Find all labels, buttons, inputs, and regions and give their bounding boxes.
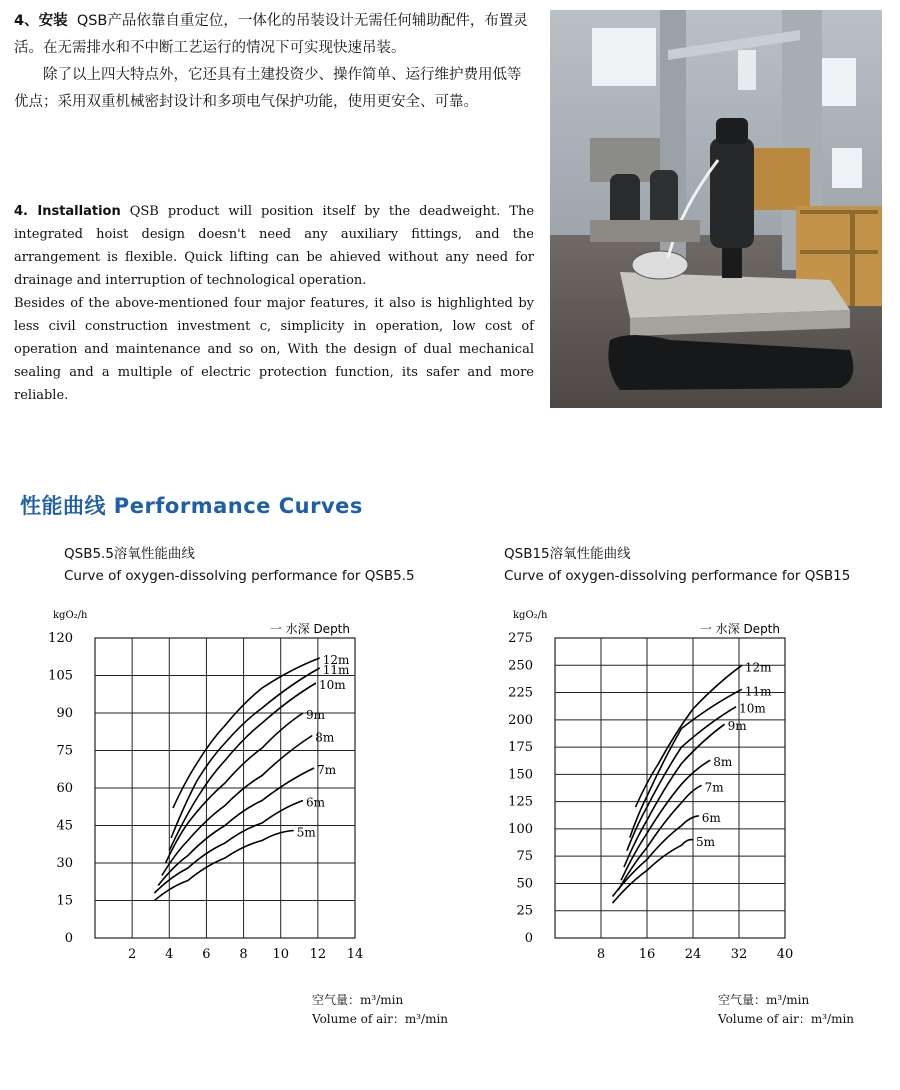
en-paragraph-2: Besides of the above-mentioned four major features, it also is highlighted by less civil construction investment c, simplicity in operation, low cost of operation and maintenance and so on, With the design of dual mechanical sealing and a multiple of electric protection function, its safer and more reliable. [14, 296, 534, 403]
y-tick-label: 50 [516, 876, 533, 892]
chart2-xlabel-en: Volume of air：m³/min [718, 1012, 855, 1026]
plot-frame [555, 638, 785, 938]
depth-curve-label-9m: 9m [306, 708, 326, 722]
en-installation-body: QSB product will position itself by the deadweight. The integrated hoist design doesn't need any auxiliary fittings, and the arrangement is flexible. Quick lifting can be ahieved without any need for drainage and interruption of technological operation. [14, 204, 535, 288]
depth-curve-label-7m: 7m [704, 780, 724, 795]
x-tick-label: 8 [596, 947, 606, 962]
x-tick-label: 6 [202, 947, 211, 962]
depth-curve-label-7m: 7m [317, 763, 337, 777]
depth-curve-label-9m: 9m [727, 719, 747, 734]
chart2-captions [504, 543, 850, 587]
x-tick-label: 16 [638, 947, 656, 962]
chart-qsb5-5 [40, 600, 380, 980]
en-paragraph-1 [14, 200, 534, 292]
y-tick-label: 225 [508, 685, 533, 701]
depth-curve-11m [171, 668, 320, 838]
y-tick-label: 75 [56, 743, 73, 759]
cn-installation-body: QSB产品依靠自重定位，一体化的吊装设计无需任何辅助配件，布置灵活。在无需排水和不中断工艺运行的情况下可实现快速吊装。 [14, 13, 528, 56]
x-tick-label: 12 [309, 947, 327, 962]
x-tick-label: 24 [684, 947, 702, 962]
performance-curves-title: 性能曲线 Performance Curves [20, 494, 363, 518]
chart2-xlabel [718, 991, 854, 1029]
depth-curve-label-5m: 5m [296, 825, 316, 840]
chart1-xlabel-cn: 空气量：m³/min [312, 993, 404, 1007]
y-tick-label: 15 [56, 893, 73, 909]
x-tick-label: 10 [272, 947, 289, 962]
y-tick-label: 45 [56, 818, 73, 834]
y-tick-label: 0 [64, 931, 73, 946]
x-tick-label: 8 [239, 947, 248, 962]
y-tick-label: 100 [508, 821, 533, 837]
cn-installation-heading: 4、安装 [14, 13, 68, 29]
y-tick-label: 175 [508, 740, 533, 756]
depth-curve-label-11m: 11m [744, 684, 772, 699]
y-tick-label: 75 [516, 849, 533, 865]
chart1-xlabel [312, 991, 448, 1029]
y-tick-label: 0 [524, 931, 533, 946]
depth-legend: 一 水深 Depth [269, 622, 350, 636]
y-axis-label: kgO₂/h [513, 610, 548, 621]
y-tick-label: 120 [48, 631, 73, 646]
depth-legend: 一 水深 Depth [699, 622, 780, 636]
chart2-xlabel-cn: 空气量：m³/min [718, 993, 810, 1007]
depth-curve-label-8m: 8m [315, 730, 335, 745]
depth-curve-label-11m: 11m [322, 663, 350, 677]
cn-paragraph-2: 除了以上四大特点外，它还具有土建投资少、操作简单、运行维护费用低等优点；采用双重机械密封设计和多项电气保护功能，使用更安全、可靠。 [14, 67, 522, 110]
y-tick-label: 125 [508, 794, 533, 810]
chart1-captions [64, 543, 415, 587]
x-tick-label: 2 [128, 947, 137, 962]
y-tick-label: 150 [508, 767, 533, 783]
y-tick-label: 275 [508, 631, 533, 646]
depth-curve-label-6m: 6m [701, 810, 721, 825]
depth-curve-label-12m: 12m [744, 660, 772, 675]
chart2-subtitle: Curve of oxygen-dissolving performance for QSB15 [504, 568, 851, 584]
y-tick-label: 200 [508, 712, 533, 728]
en-installation-heading: 4. Installation [14, 204, 121, 219]
x-tick-label: 14 [346, 947, 364, 962]
x-tick-label: 32 [730, 947, 748, 962]
y-tick-label: 105 [48, 668, 73, 684]
cn-installation-text [14, 8, 529, 116]
x-tick-label: 4 [165, 947, 174, 962]
depth-curve-label-8m: 8m [713, 755, 733, 770]
y-tick-label: 90 [56, 706, 73, 721]
y-tick-label: 250 [508, 658, 533, 674]
depth-curve-label-5m: 5m [696, 834, 716, 849]
chart2-title: QSB15溶氧性能曲线 [504, 546, 631, 562]
depth-curve-label-6m: 6m [306, 795, 326, 810]
depth-curve-label-12m: 12m [322, 653, 350, 667]
chart1-title: QSB5.5溶氧性能曲线 [64, 546, 195, 562]
y-tick-label: 30 [56, 856, 73, 871]
x-tick-label: 40 [776, 947, 794, 962]
en-installation-text [14, 200, 534, 407]
chart1-subtitle: Curve of oxygen-dissolving performance for QSB5.5 [64, 568, 415, 584]
chart1-xlabel-en: Volume of air：m³/min [312, 1012, 449, 1026]
cn-paragraph-1 [14, 8, 529, 62]
y-tick-label: 60 [56, 781, 73, 796]
y-axis-label: kgO₂/h [53, 610, 88, 621]
depth-curve-label-10m: 10m [739, 701, 766, 716]
factory-pump-photo [550, 10, 882, 408]
chart-qsb15 [500, 600, 840, 980]
depth-curve-label-10m: 10m [319, 678, 346, 692]
y-tick-label: 25 [516, 903, 533, 919]
